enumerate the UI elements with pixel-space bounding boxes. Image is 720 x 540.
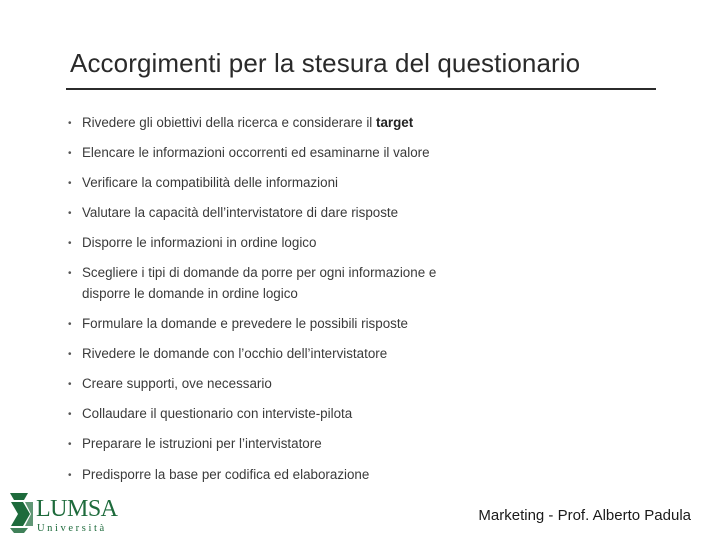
bullet-continuation: disporre le domande in ordine logico (82, 286, 298, 301)
bullet-text: Collaudare il questionario con interviste-pilota (82, 406, 353, 421)
bullet-text: Formulare la domande e prevedere le possibili risposte (82, 316, 409, 331)
footer-text: Marketing - Prof. Alberto Padula (478, 507, 691, 524)
list-item: • Collaudare il questionario con interviste-pilota (68, 406, 353, 421)
logo-wordmark: LUMSA (36, 496, 118, 522)
bullet-bold-text: target (376, 115, 414, 130)
slide-title: Accorgimenti per la stesura del questionario (70, 48, 581, 78)
list-item: • Predisporre la base per codifica ed elaborazione (68, 467, 370, 482)
list-item: • Scegliere i tipi di domande da porre per ogni informazione e disporre le domande in ordine logico (68, 263, 436, 304)
bullet-text: Predisporre la base per codifica ed elaborazione (82, 467, 370, 482)
list-item: • Disporre le informazioni in ordine logico (68, 235, 317, 250)
bullet-text: Elencare le informazioni occorrenti ed esaminarne il valore (82, 145, 430, 160)
list-item: • Elencare le informazioni occorrenti ed esaminarne il valore (68, 145, 430, 160)
list-item: • Preparare le istruzioni per l’intervistatore (68, 436, 322, 451)
title-divider (66, 88, 656, 90)
bullet-text: Rivedere gli obiettivi della ricerca e considerare il (82, 115, 376, 130)
bullet-text: Preparare le istruzioni per l’intervistatore (82, 436, 322, 451)
bullet-text: Rivedere le domande con l’occhio dell’intervistatore (82, 346, 388, 361)
bullet-text: Scegliere i tipi di domande da porre per ogni informazione e (82, 265, 437, 280)
list-item: • Creare supporti, ove necessario (68, 376, 272, 391)
list-item: • Rivedere le domande con l’occhio dell’intervistatore (68, 346, 388, 361)
list-item: • Formulare la domande e prevedere le possibili risposte (68, 316, 409, 331)
list-item: • Valutare la capacità dell’intervistatore di dare risposte (68, 205, 399, 220)
lumsa-logo (6, 490, 136, 534)
bullet-text: Creare supporti, ove necessario (82, 376, 272, 391)
bullet-text: Valutare la capacità dell’intervistatore di dare risposte (82, 205, 399, 220)
bullet-text: Disporre le informazioni in ordine logico (82, 235, 317, 250)
bullet-text: Verificare la compatibilità delle informazioni (82, 175, 339, 190)
logo-subtitle: Università (37, 523, 107, 534)
list-item: • Verificare la compatibilità delle informazioni (68, 175, 339, 190)
list-item: • Rivedere gli obiettivi della ricerca e considerare il target (68, 115, 414, 130)
